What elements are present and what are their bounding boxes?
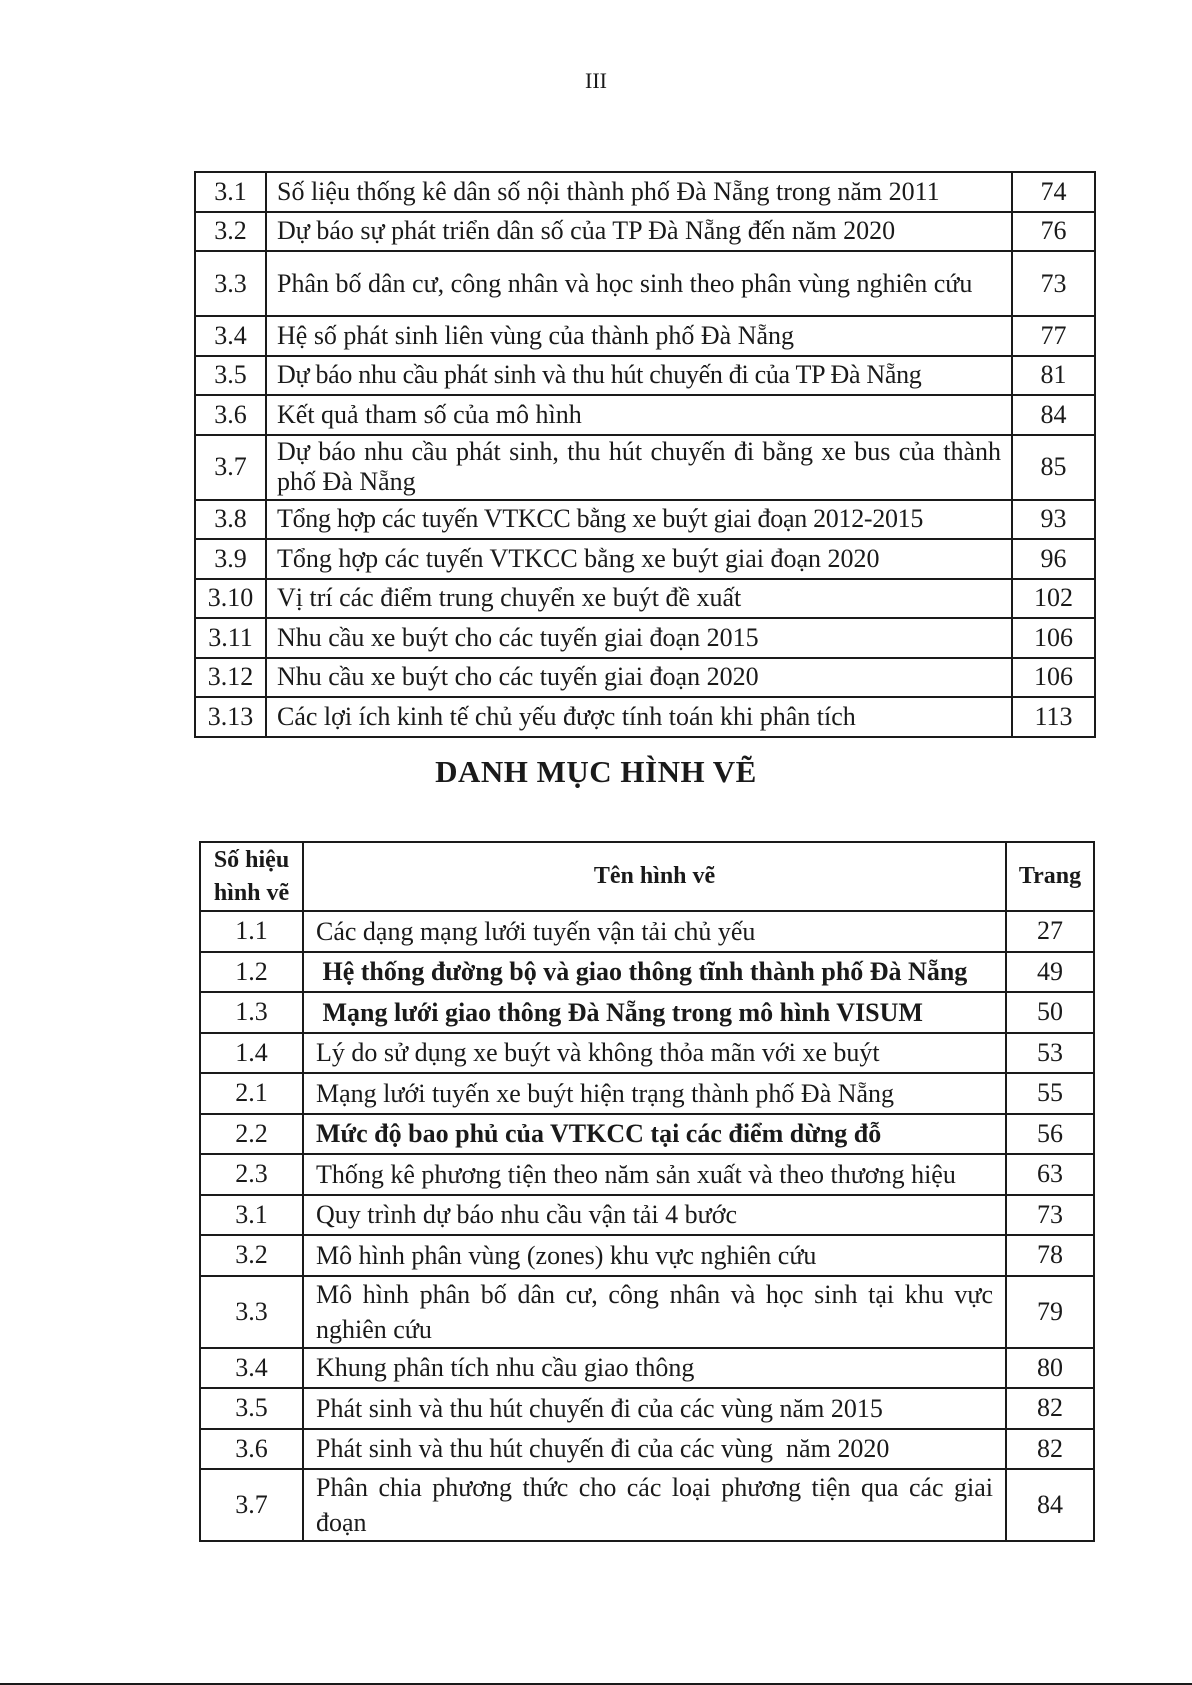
figure-number-header-line2: hình vẽ — [213, 879, 290, 906]
figure-page: 53 — [1006, 1033, 1094, 1074]
table-title: Tổng hợp các tuyến VTKCC bằng xe buýt giai đoạn 2012-2015 — [266, 500, 1012, 540]
table-row — [195, 316, 1095, 356]
figure-title: Mức độ bao phủ của VTKCC tại các điểm dừng đỗ — [303, 1114, 1006, 1155]
figure-title: Các dạng mạng lưới tuyến vận tải chủ yếu — [303, 911, 1006, 952]
table-row — [195, 539, 1095, 579]
table-number: 3.6 — [195, 395, 266, 435]
table-row — [195, 579, 1095, 619]
table-row — [195, 658, 1095, 698]
table-row — [195, 212, 1095, 252]
figure-number-header — [200, 842, 303, 911]
figure-number: 1.1 — [200, 911, 303, 952]
figure-number: 3.7 — [200, 1469, 303, 1541]
table-title: Dự báo nhu cầu phát sinh và thu hút chuyến đi của TP Đà Nẵng — [266, 356, 1012, 396]
table-number: 3.7 — [195, 435, 266, 500]
table-title: Hệ số phát sinh liên vùng của thành phố Đà Nẵng — [266, 316, 1012, 356]
table-title: Nhu cầu xe buýt cho các tuyến giai đoạn 2020 — [266, 658, 1012, 698]
table-number: 3.8 — [195, 500, 266, 540]
figure-number: 1.4 — [200, 1033, 303, 1074]
figure-page-header: Trang — [1006, 842, 1094, 911]
table-page: 81 — [1012, 356, 1095, 396]
table-row — [195, 395, 1095, 435]
table-row — [195, 618, 1095, 658]
figure-number: 2.2 — [200, 1114, 303, 1155]
figure-page: 80 — [1006, 1348, 1094, 1389]
figure-page: 82 — [1006, 1429, 1094, 1470]
figure-row — [200, 952, 1094, 993]
table-page: 106 — [1012, 658, 1095, 698]
table-number: 3.9 — [195, 539, 266, 579]
figure-page: 50 — [1006, 992, 1094, 1033]
figure-row — [200, 1114, 1094, 1155]
figure-row — [200, 1429, 1094, 1470]
table-page: 84 — [1012, 395, 1095, 435]
table-page: 93 — [1012, 500, 1095, 540]
table-number: 3.5 — [195, 356, 266, 396]
figure-row — [200, 1276, 1094, 1348]
figure-page: 82 — [1006, 1388, 1094, 1429]
table-number: 3.1 — [195, 172, 266, 212]
figure-row — [200, 1073, 1094, 1114]
table-title: Các lợi ích kinh tế chủ yếu được tính toán khi phân tích — [266, 697, 1012, 737]
figure-title: Phát sinh và thu hút chuyến đi của các vùng năm 2015 — [303, 1388, 1006, 1429]
figure-title: Thống kê phương tiện theo năm sản xuất và theo thương hiệu — [303, 1154, 1006, 1195]
figure-title: Quy trình dự báo nhu cầu vận tải 4 bước — [303, 1195, 1006, 1236]
figure-number: 3.3 — [200, 1276, 303, 1348]
table-number: 3.12 — [195, 658, 266, 698]
table-number: 3.2 — [195, 212, 266, 252]
figure-page: 63 — [1006, 1154, 1094, 1195]
figure-title: Khung phân tích nhu cầu giao thông — [303, 1348, 1006, 1389]
table-row — [195, 500, 1095, 540]
table-row — [195, 251, 1095, 316]
table-number: 3.10 — [195, 579, 266, 619]
table-number: 3.13 — [195, 697, 266, 737]
figure-row — [200, 1388, 1094, 1429]
figure-page: 78 — [1006, 1235, 1094, 1276]
table-title: Nhu cầu xe buýt cho các tuyến giai đoạn 2015 — [266, 618, 1012, 658]
table-page: 76 — [1012, 212, 1095, 252]
table-row — [195, 356, 1095, 396]
table-page: 102 — [1012, 579, 1095, 619]
figure-page: 84 — [1006, 1469, 1094, 1541]
figure-number-header-line1: Số hiệu — [213, 846, 290, 873]
figure-page: 73 — [1006, 1195, 1094, 1236]
table-page: 113 — [1012, 697, 1095, 737]
figure-row — [200, 1235, 1094, 1276]
table-row — [195, 172, 1095, 212]
figure-page: 27 — [1006, 911, 1094, 952]
figure-title: Mạng lưới tuyến xe buýt hiện trạng thành phố Đà Nẵng — [303, 1073, 1006, 1114]
figure-number: 3.4 — [200, 1348, 303, 1389]
figure-title: Lý do sử dụng xe buýt và không thỏa mãn với xe buýt — [303, 1033, 1006, 1074]
table-row — [195, 697, 1095, 737]
figure-title: Phát sinh và thu hút chuyến đi của các vùng năm 2020 — [303, 1429, 1006, 1470]
figure-page: 55 — [1006, 1073, 1094, 1114]
table-title: Phân bố dân cư, công nhân và học sinh theo phân vùng nghiên cứu — [266, 251, 1012, 316]
figure-row — [200, 1348, 1094, 1389]
table-page: 96 — [1012, 539, 1095, 579]
figure-row — [200, 1469, 1094, 1541]
figure-number: 3.6 — [200, 1429, 303, 1470]
figure-row — [200, 1154, 1094, 1195]
table-title: Dự báo nhu cầu phát sinh, thu hút chuyến đi bằng xe bus của thành phố Đà Nẵng — [266, 435, 1012, 500]
figure-title-header: Tên hình vẽ — [303, 842, 1006, 911]
table-number: 3.4 — [195, 316, 266, 356]
table-page: 73 — [1012, 251, 1095, 316]
figure-page: 49 — [1006, 952, 1094, 993]
figure-number: 3.2 — [200, 1235, 303, 1276]
table-row — [195, 435, 1095, 500]
figure-title: Phân chia phương thức cho các loại phương tiện qua các giai đoạn — [303, 1469, 1006, 1541]
figure-title: Hệ thống đường bộ và giao thông tĩnh thành phố Đà Nẵng — [303, 952, 1006, 993]
figure-row — [200, 992, 1094, 1033]
table-page: 77 — [1012, 316, 1095, 356]
table-page: 74 — [1012, 172, 1095, 212]
figure-page: 79 — [1006, 1276, 1094, 1348]
figures-header-row — [200, 842, 1094, 911]
figures-list-heading: DANH MỤC HÌNH VẼ — [435, 754, 757, 789]
tables-list-table — [194, 171, 1096, 738]
figure-number: 3.1 — [200, 1195, 303, 1236]
figure-number: 3.5 — [200, 1388, 303, 1429]
table-number: 3.11 — [195, 618, 266, 658]
figure-row — [200, 1195, 1094, 1236]
figures-list-table — [199, 841, 1095, 1542]
table-number: 3.3 — [195, 251, 266, 316]
figure-number: 1.2 — [200, 952, 303, 993]
figure-number: 2.3 — [200, 1154, 303, 1195]
table-title: Số liệu thống kê dân số nội thành phố Đà Nẵng trong năm 2011 — [266, 172, 1012, 212]
table-title: Vị trí các điểm trung chuyển xe buýt đề xuất — [266, 579, 1012, 619]
figure-title: Mạng lưới giao thông Đà Nẵng trong mô hình VISUM — [303, 992, 1006, 1033]
figure-row — [200, 1033, 1094, 1074]
figure-title: Mô hình phân vùng (zones) khu vực nghiên cứu — [303, 1235, 1006, 1276]
figure-title: Mô hình phân bố dân cư, công nhân và học sinh tại khu vực nghiên cứu — [303, 1276, 1006, 1348]
figure-page: 56 — [1006, 1114, 1094, 1155]
page-number: III — [585, 68, 607, 93]
table-page: 85 — [1012, 435, 1095, 500]
table-title: Dự báo sự phát triển dân số của TP Đà Nẵng đến năm 2020 — [266, 212, 1012, 252]
figure-row — [200, 911, 1094, 952]
table-title: Tổng hợp các tuyến VTKCC bằng xe buýt giai đoạn 2020 — [266, 539, 1012, 579]
figure-number: 2.1 — [200, 1073, 303, 1114]
table-page: 106 — [1012, 618, 1095, 658]
table-title: Kết quả tham số của mô hình — [266, 395, 1012, 435]
figure-number: 1.3 — [200, 992, 303, 1033]
